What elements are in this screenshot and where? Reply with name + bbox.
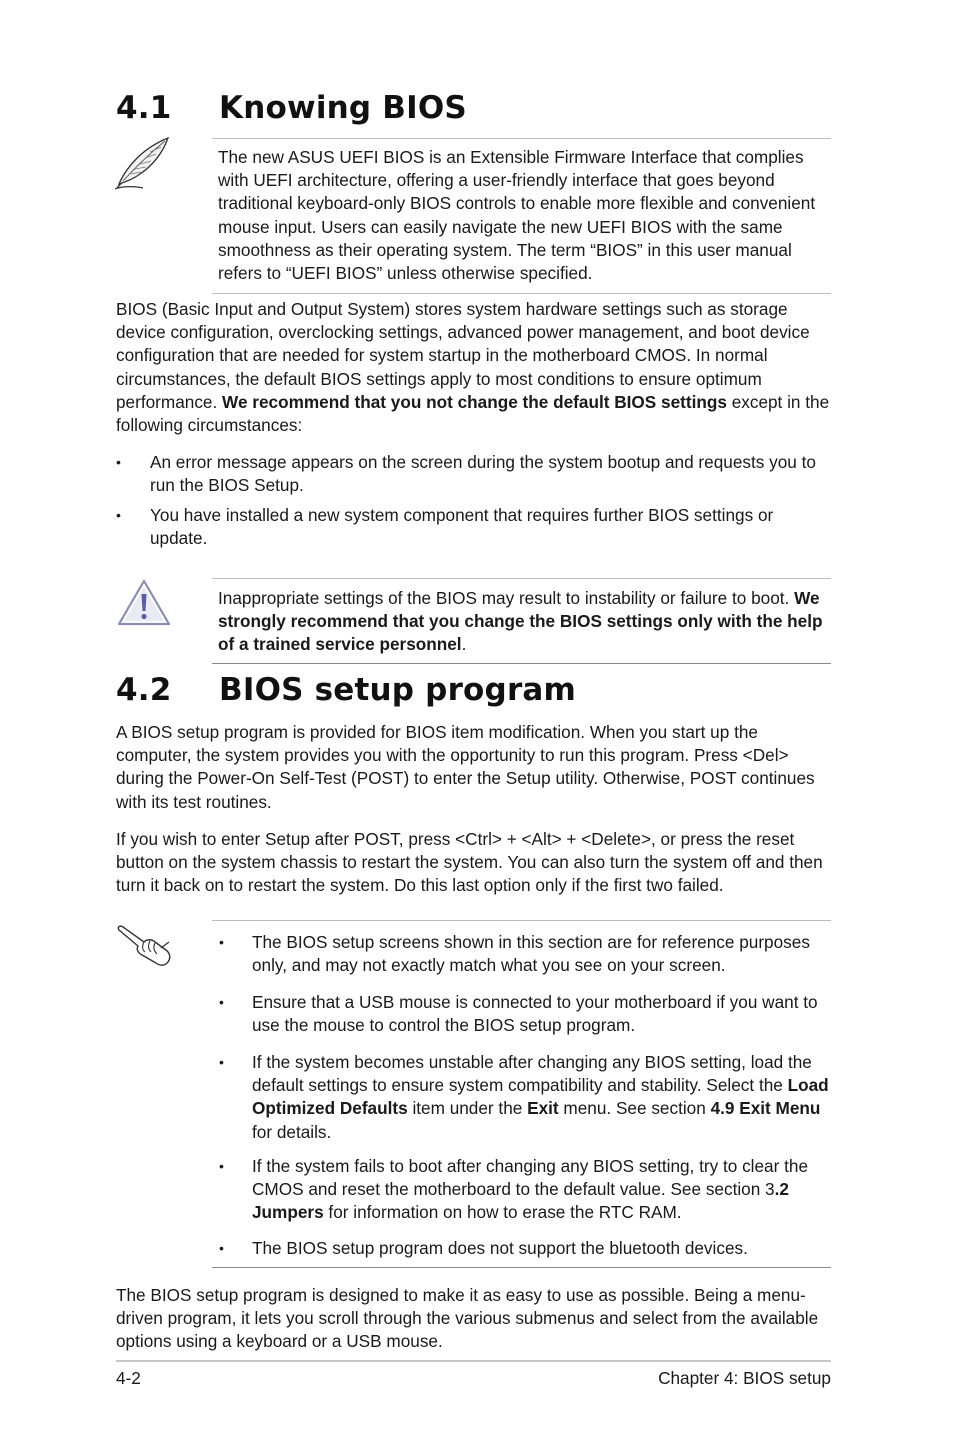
bullet-dot: • [116, 507, 121, 523]
chapter-label: Chapter 4: BIOS setup [658, 1368, 831, 1388]
bios-intro-paragraph [116, 298, 831, 437]
section-reference: .2 Jumpers [252, 1179, 789, 1223]
warning-bottom-rule [212, 663, 831, 664]
bullet-dot: • [219, 934, 224, 950]
footer-rule [116, 1360, 831, 1362]
note-bottom-rule [212, 293, 831, 294]
bullet-dot: • [219, 1158, 224, 1174]
warning-tail-text: . [461, 634, 467, 655]
notes-top-rule [212, 920, 831, 921]
setup-paragraph-1: A BIOS setup program is provided for BIOS item modification. When you start up the computer, the system provides you with the opportunity to run this program. Press <Del> during the Power-On Self-Test (POST) to enter the Setup utility. Otherwise, POST continues with its test routines. [116, 722, 815, 812]
note-text: for details. [252, 1121, 332, 1142]
setup-paragraph-2: If you wish to enter Setup after POST, press <Ctrl> + <Alt> + <Delete>, or press the reset button on the system chassis to restart the system. You can also turn the system off and then turn it back on to restart the system. Do this last option only if the first two failed. [116, 829, 823, 896]
note-top-rule [212, 138, 831, 139]
section-number: 4.1 [116, 90, 172, 126]
section-number: 4.2 [116, 672, 172, 708]
bullet-dot: • [219, 1054, 224, 1070]
load-optimized-defaults-label: Load Optimized Defaults [252, 1075, 829, 1119]
setup-note-item: The BIOS setup program does not support the bluetooth devices. [252, 1238, 748, 1258]
feather-pen-icon [113, 136, 173, 192]
intro-text: BIOS (Basic Input and Output System) stores system hardware settings such as storage device configuration, overclocking settings, advanced power management, and boot device configuration that are needed for system startup in the motherboard CMOS. In normal circumstances, the default BIOS settings apply to most conditions to ensure optimum performance. [116, 299, 810, 412]
setup-note-item: The BIOS setup screens shown in this section are for reference purposes only, and may not exactly match what you see on your screen. [252, 932, 810, 976]
bullet-dot: • [219, 1240, 224, 1256]
uefi-note-text: The new ASUS UEFI BIOS is an Extensible Firmware Interface that complies with UEFI architecture, offering a user-friendly interface that goes beyond traditional keyboard-only BIOS controls to enable more flexible and convenient mouse input. Users can easily navigate the new UEFI BIOS with the same smoothness as their operating system. The term “BIOS” in this user manual refers to “UEFI BIOS” unless otherwise specified. [218, 147, 816, 284]
warning-top-rule [212, 578, 831, 579]
setup-note-item [252, 1155, 830, 1225]
note-text: for information on how to erase the RTC RAM. [323, 1202, 682, 1223]
section-title: Knowing BIOS [219, 90, 467, 126]
page-number: 4-2 [116, 1368, 141, 1388]
exit-menu-label: Exit [527, 1098, 559, 1119]
section-reference: 4.9 Exit Menu [710, 1098, 821, 1119]
section-4-2-heading [116, 672, 716, 712]
notes-bottom-rule [212, 1267, 831, 1268]
note-text: If the system becomes unstable after changing any BIOS setting, load the default settings to ensure system compatibility and stability. Select the [252, 1052, 812, 1096]
pointing-hand-icon [114, 922, 174, 968]
warning-text [218, 587, 830, 657]
section-title: BIOS setup program [219, 672, 577, 708]
note-text: item under the [407, 1098, 528, 1119]
circumstance-item: You have installed a new system component that requires further BIOS settings or update. [150, 505, 774, 549]
bullet-dot: • [116, 454, 121, 470]
intro-tail-text: except in the following circumstances: [116, 391, 830, 436]
note-text: If the system fails to boot after changing any BIOS setting, try to clear the CMOS and reset the motherboard to the default value. See section 3 [252, 1156, 809, 1200]
setup-note-item [252, 1051, 830, 1144]
circumstance-item: An error message appears on the screen during the system bootup and requests you to run the BIOS Setup. [150, 452, 816, 496]
setup-paragraph-3: The BIOS setup program is designed to make it as easy to use as possible. Being a menu-driven program, it lets you scroll through the various submenus and select from the available options using a keyboard or a USB mouse. [116, 1285, 819, 1352]
warning-bold-text: We strongly recommend that you change the BIOS settings only with the help of a trained service personnel [218, 588, 823, 655]
intro-bold-text: We recommend that you not change the default BIOS settings [222, 391, 727, 412]
warning-triangle-icon [116, 578, 172, 628]
warning-plain-text: Inappropriate settings of the BIOS may result to instability or failure to boot. [218, 588, 795, 608]
section-4-1-heading [116, 90, 716, 130]
setup-note-item: Ensure that a USB mouse is connected to your motherboard if you want to use the mouse to control the BIOS setup program. [252, 992, 818, 1036]
note-text: menu. See section [558, 1098, 711, 1119]
bullet-dot: • [219, 994, 224, 1010]
